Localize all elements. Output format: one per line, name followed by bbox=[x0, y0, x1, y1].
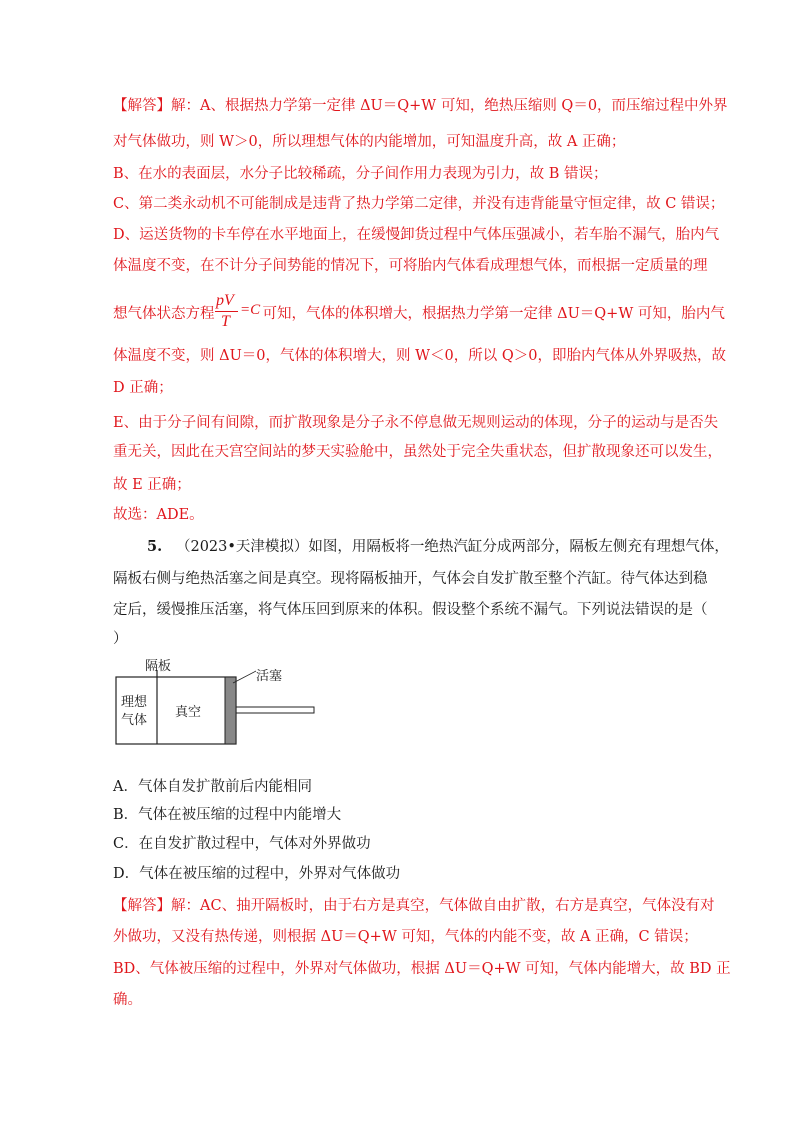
label-piston: 活塞 bbox=[256, 669, 283, 684]
option-d: D．气体在被压缩的过程中，外界对气体做功 bbox=[113, 866, 401, 882]
answer1-line-8: 体温度不变，则 ΔU＝0，气体的体积增大，则 W＜0，所以 Q＞0，即胎内气体从外界吸热，故 bbox=[113, 348, 726, 364]
answer1-line-1: 【解答】解：A、根据热力学第一定律 ΔU＝Q+W 可知，绝热压缩则 Q＝0，而压缩过程中外界 bbox=[113, 98, 728, 114]
label-vacuum: 真空 bbox=[175, 705, 202, 720]
piston bbox=[225, 677, 236, 744]
answer2-line-4: 确。 bbox=[113, 992, 142, 1008]
answer1-line-5: D、运送货物的卡车停在水平地面上，在缓慢卸货过程中气体压强减小，若车胎不漏气，胎内气 bbox=[113, 227, 720, 243]
formula-numerator: pV bbox=[216, 292, 234, 309]
answer2-line-2: 外做功，又没有热传递，则根据 ΔU＝Q+W 可知，气体的内能不变，故 A 正确，C 错误； bbox=[113, 929, 698, 945]
label-gas-2: 气体 bbox=[121, 713, 148, 728]
formula-line bbox=[113, 304, 725, 324]
cylinder-figure bbox=[113, 653, 323, 748]
answer1-line-3: B、在水的表面层，水分子比较稀疏，分子间作用力表现为引力，故 B 错误； bbox=[113, 166, 608, 182]
answer2-line-3: BD、气体被压缩的过程中，外界对气体做功，根据 ΔU＝Q+W 可知，气体内能增大，故 BD 正 bbox=[113, 961, 731, 977]
answer1-line-10: E、由于分子间有间隙，而扩散现象是分子永不停息做无规则运动的体现，分子的运动与是否失 bbox=[113, 415, 719, 431]
formula-prefix: 想气体状态方程 bbox=[113, 306, 215, 322]
formula-denominator: T bbox=[221, 313, 230, 330]
option-c: C．在自发扩散过程中，气体对外界做功 bbox=[113, 836, 371, 852]
question-number: 5. bbox=[147, 538, 163, 555]
label-partition: 隔板 bbox=[145, 659, 172, 674]
answer2-line-1: 【解答】解：AC、抽开隔板时，由于右方是真空，气体做自由扩散，右方是真空，气体没有对 bbox=[113, 898, 715, 914]
question-5-line-2: 隔板右侧与绝热活塞之间是真空。现将隔板抽开，气体会自发扩散至整个汽缸。待气体达到稳 bbox=[113, 571, 708, 587]
option-b: B．气体在被压缩的过程中内能增大 bbox=[113, 807, 342, 823]
question-5-line-1 bbox=[147, 537, 729, 557]
question-5-line-4: ） bbox=[113, 631, 128, 647]
answer1-line-9: D 正确； bbox=[113, 380, 173, 396]
option-a: A．气体自发扩散前后内能相同 bbox=[113, 779, 312, 795]
answer1-line-4: C、第二类永动机不可能制成是违背了热力学第二定律，并没有违背能量守恒定律，故 C 错误； bbox=[113, 196, 725, 212]
answer1-line-11: 重无关，因此在天宫空间站的梦天实验舱中，虽然处于完全失重状态，但扩散现象还可以发生， bbox=[113, 444, 722, 460]
answer1-line-13: 故选：ADE。 bbox=[113, 507, 204, 523]
formula-rhs: =C bbox=[240, 302, 261, 318]
label-gas-1: 理想 bbox=[121, 695, 148, 710]
piston-rod bbox=[236, 707, 314, 713]
fraction-bar bbox=[215, 311, 238, 312]
question-5-text-1: （2023•天津模拟）如图，用隔板将一绝热汽缸分成两部分，隔板左侧充有理想气体， bbox=[175, 539, 729, 555]
answer1-line-12: 故 E 正确； bbox=[113, 477, 191, 493]
answer1-line-6: 体温度不变，在不计分子间势能的情况下，可将胎内气体看成理想气体，而根据一定质量的理 bbox=[113, 258, 708, 274]
question-5-line-3: 定后，缓慢推压活塞，将气体压回到原来的体积。假设整个系统不漏气。下列说法错误的是（ bbox=[113, 602, 708, 618]
answer1-line-2: 对气体做功，则 W＞0，所以理想气体的内能增加，可知温度升高，故 A 正确； bbox=[113, 134, 626, 150]
formula-suffix: 可知，气体的体积增大，根据热力学第一定律 ΔU＝Q+W 可知，胎内气 bbox=[262, 306, 725, 322]
